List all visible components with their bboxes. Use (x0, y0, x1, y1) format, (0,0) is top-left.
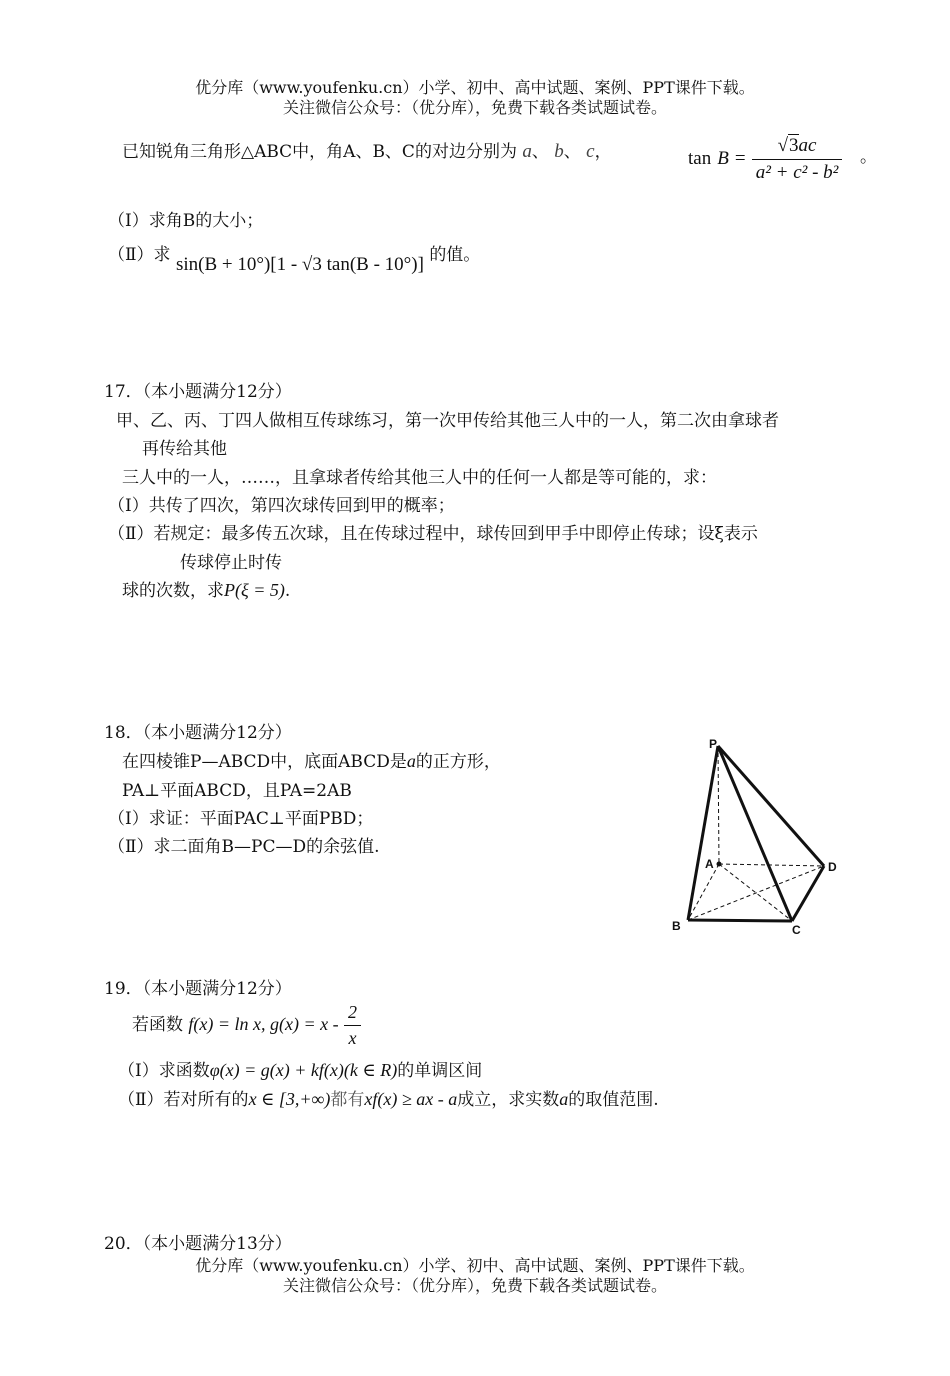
q17-line-2: 再传给其他 (142, 439, 227, 459)
comma: ， (594, 142, 612, 162)
footer-line-2: 关注微信公众号：（优分库），免费下载各类试题试卷。 (282, 1276, 667, 1295)
label-c: C (792, 923, 801, 937)
q19-functions: f(x) = ln x, g(x) = x - (188, 1014, 339, 1034)
edge-pd (718, 746, 824, 866)
var-b: b (554, 141, 564, 162)
q19-var-a: a (559, 1089, 569, 1109)
edge-bc (688, 920, 792, 921)
q18-part1: （Ⅰ）求证：平面PAC⊥平面PBD； (108, 809, 374, 829)
q19-line-1 (132, 1002, 361, 1049)
q18-line-1 (122, 747, 501, 772)
q19-fraction (344, 1002, 361, 1049)
equals-sign: = (734, 148, 746, 169)
q17-part2-cont: 传球停止时传 (180, 553, 282, 573)
q19-l3-prefix: （Ⅱ）若对所有的 (118, 1090, 249, 1110)
label-b: B (672, 919, 681, 933)
q17-probability: P(ξ = 5) (224, 580, 285, 600)
q19-frac-num: 2 (344, 1002, 361, 1026)
q16-part2-prefix: （Ⅱ）求 (108, 245, 171, 265)
pyramid-figure (664, 728, 850, 940)
q19-domain: x ∈ [3,+∞) (248, 1089, 331, 1109)
q19-l3-mid: 都有 (330, 1090, 365, 1110)
edge-pb (688, 746, 718, 920)
tan-b-formula (688, 134, 842, 184)
q19-l3-suffix2: 的取值范围. (568, 1090, 659, 1110)
q18-title: 18．（本小题满分12分） (104, 723, 292, 743)
q16-part2-expression: sin(B + 10°)[1 - √3 tan(B - 10°)] (175, 254, 424, 275)
q16-part2-suffix: 的值。 (429, 245, 481, 265)
var-a: a (522, 141, 532, 162)
edge-pc (718, 746, 792, 921)
q17-l7-suffix: . (284, 581, 291, 601)
q18-l1-suffix: 的正方形， (415, 752, 501, 772)
q18-l1-prefix: 在四棱锥P—ABCD中，底面ABCD是 (122, 752, 407, 772)
q16-intro: 已知锐角三角形△ABC中，角A、B、C的对边分别为 (122, 142, 517, 162)
q17-part1: （Ⅰ）共传了四次，第四次球传回到甲的概率； (108, 496, 455, 516)
tan-fraction (752, 134, 843, 184)
q19-l3-suffix1: 成立，求实数 (457, 1090, 560, 1110)
q17-part2: （Ⅱ）若规定：最多传五次球，且在传球过程中，球传回到甲手中即停止传球；设ξ表示 (108, 524, 758, 544)
q19-phi: φ(x) = g(x) + kf(x)(k ∈ R) (209, 1060, 398, 1080)
q17-l7-prefix: 球的次数，求 (122, 581, 224, 601)
q18-part2: （Ⅱ）求二面角B—PC—D的余弦值. (108, 837, 380, 857)
footer-line-1: 优分库（www.youfenku.cn）小学、初中、高中试题、案例、PPT课件下载。 (195, 1256, 755, 1275)
label-d: D (828, 860, 837, 874)
header-line-1: 优分库（www.youfenku.cn）小学、初中、高中试题、案例、PPT课件下载。 (195, 78, 755, 97)
sep-2: 、 (563, 142, 581, 162)
q19-inequality: xf(x) ≥ ax - a (364, 1089, 458, 1109)
q19-frac-den: x (348, 1028, 357, 1048)
q17-title: 17．（本小题满分12分） (104, 382, 292, 402)
q18-var-a: a (406, 751, 416, 771)
edge-cd (792, 866, 824, 921)
diag-bd (688, 866, 824, 920)
q19-l2-prefix: （Ⅰ）求函数 (118, 1061, 210, 1081)
tan-var: B (717, 148, 729, 169)
label-a: A (705, 857, 714, 871)
header-line-2: 关注微信公众号：（优分库），免费下载各类试题试卷。 (282, 98, 667, 117)
sep-1: 、 (531, 142, 549, 162)
point-a (717, 862, 722, 867)
tan-label: tan (688, 148, 712, 169)
tan-denominator: a² + c² - b² (755, 162, 839, 183)
q17-line-1: 甲、乙、丙、丁四人做相互传球练习，第一次甲传给其他三人中的一人，第二次由拿球者 (116, 411, 779, 431)
q17-line-3: 三人中的一人，……，且拿球者传给其他三人中的任何一人都是等可能的，求： (122, 468, 717, 488)
tan-numerator: √3ac (752, 134, 843, 160)
q20-title: 20．（本小题满分13分） (104, 1234, 292, 1254)
q18-line-2: PA⊥平面ABCD，且PA=2AB (122, 781, 352, 801)
q19-part2 (118, 1085, 659, 1110)
q19-title: 19．（本小题满分12分） (104, 979, 292, 999)
edge-ad (719, 864, 824, 866)
q19-l2-suffix: 的单调区间 (397, 1061, 483, 1081)
q16-intro-line (122, 138, 612, 166)
q19-part1 (118, 1056, 482, 1081)
q19-l1-prefix: 若函数 (132, 1015, 183, 1035)
edge-pa (718, 746, 719, 864)
q17-line-7 (122, 576, 290, 601)
label-p: P (709, 737, 718, 751)
q16-part2-line (108, 240, 481, 275)
q16-end: 。 (860, 147, 877, 167)
var-c: c (586, 141, 595, 162)
q16-part1: （Ⅰ）求角B的大小； (108, 211, 264, 231)
